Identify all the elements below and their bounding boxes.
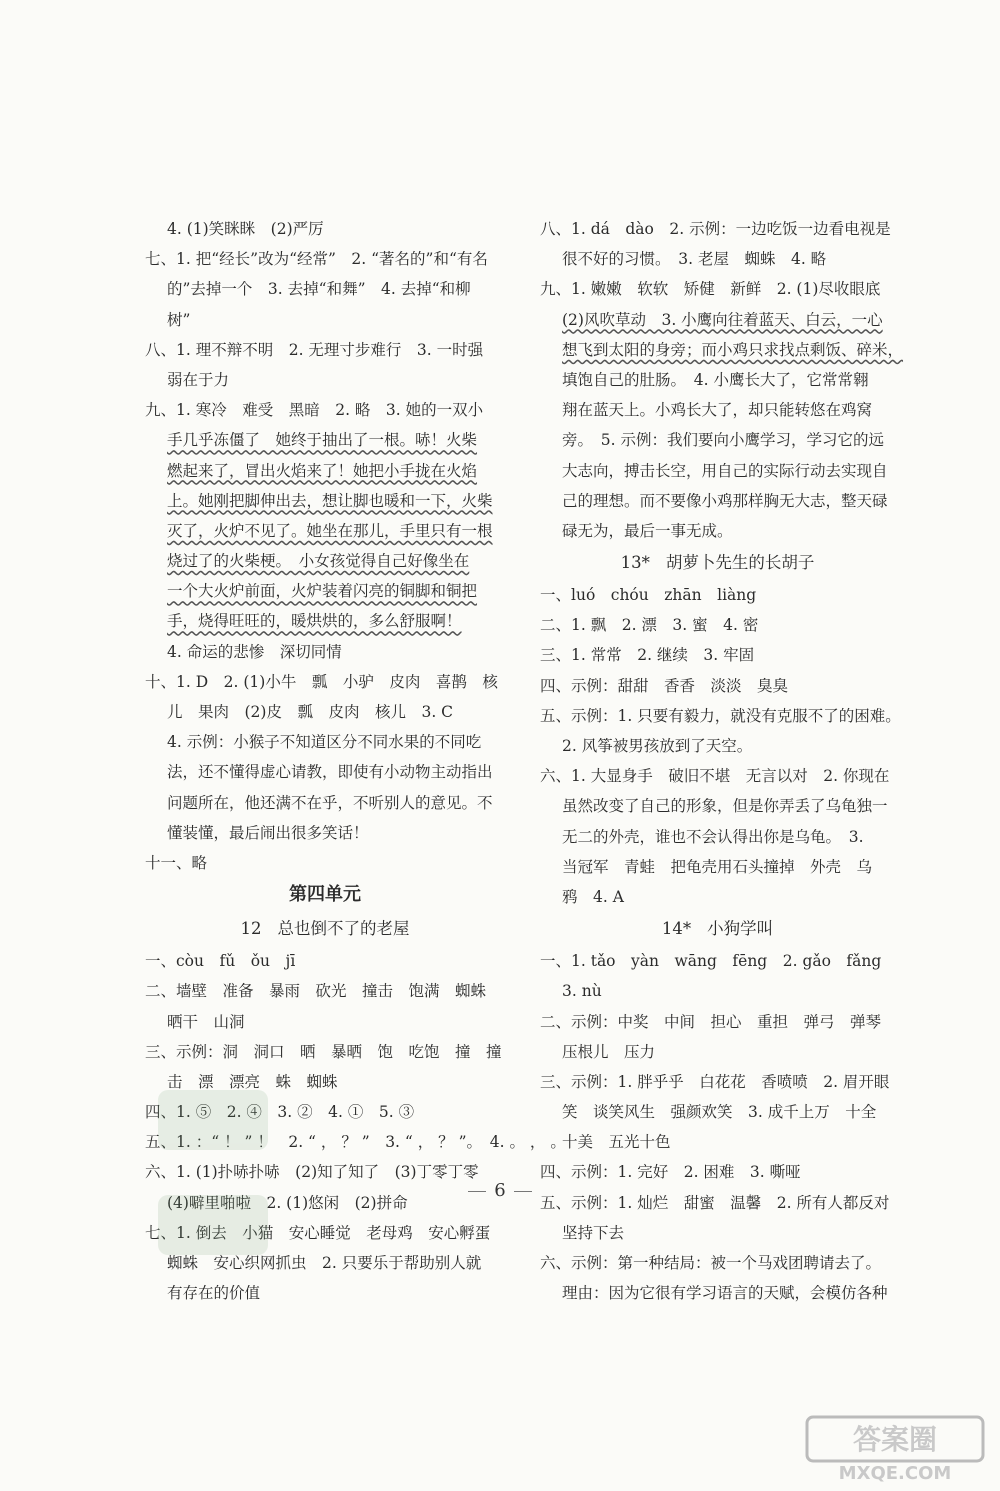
answer-line: 五、示例：1. 只要有毅力，就没有克服不了的困难。: [540, 706, 901, 725]
answer-line: 灭了，火炉不见了。她坐在那儿，手里只有一根: [167, 521, 493, 540]
lesson-number: 13*: [620, 553, 650, 573]
answer-line: 儿 果肉 (2)皮 瓢 皮肉 核儿 3. C: [167, 703, 454, 721]
answer-line: 压根儿 压力: [562, 1042, 656, 1061]
answer-line: 四、示例：甜甜 香香 淡淡 臭臭: [540, 676, 789, 695]
answer-line: 烧过了的火柴梗。 小女孩觉得自己好像坐在: [167, 552, 470, 571]
answer-line: 上。她刚把脚伸出去，想让脚也暖和一下，火柴: [167, 491, 493, 510]
answer-line: 手，烧得旺旺的，暖烘烘的，多么舒服啊！: [167, 612, 462, 631]
answer-line: 燃起来了，冒出火焰来了！她把小手拢在火焰: [167, 461, 478, 480]
answer-line: 一个大火炉前面，火炉装着闪亮的铜脚和铜把: [167, 582, 478, 601]
answer-line: 手几乎冻僵了 她终于抽出了一根。哧！火柴: [167, 431, 478, 450]
answer-line: 四、示例：1. 完好 2. 困难 3. 嘶哑: [540, 1163, 801, 1182]
answer-line: 鸦 4. A: [562, 887, 624, 906]
lesson-13-heading: [540, 546, 895, 580]
answer-line: 当冠军 青蛙 把龟壳用石头撞掉 外壳 乌: [562, 857, 873, 876]
answer-line: 笑 谈笑风生 强颜欢笑 3. 成千上万 十全: [562, 1103, 877, 1122]
answer-line: 坚持下去: [562, 1223, 625, 1242]
answer-line: 晒干 山洞: [167, 1012, 245, 1031]
answer-line: 一、1. tǎo yàn wāng fēng 2. gǎo fǎng: [540, 952, 882, 971]
answer-line: 理由：因为它很有学习语言的天赋，会模仿各种: [562, 1284, 888, 1303]
answer-line: 碌无为，最后一事无成。: [562, 521, 733, 540]
answer-line: (4)噼里啪啦 2. (1)悠闲 (2)拼命: [167, 1193, 408, 1212]
answer-line: 4. 命运的悲惨 深切同情: [167, 642, 342, 661]
svg-text:答案圈: 答案圈: [852, 1423, 938, 1456]
svg-text:MXQE.COM: MXQE.COM: [838, 1463, 952, 1484]
answer-line: 二、墙壁 准备 暴雨 砍光 撞击 饱满 蜘蛛: [145, 982, 487, 1001]
lesson-title: 胡萝卜先生的长胡子: [665, 553, 815, 573]
answer-line: 想飞到太阳的身旁；而小鸡只求找点剩饭、碎米，: [562, 340, 904, 359]
answer-line: 十美 五光十色: [562, 1133, 671, 1152]
answer-line: 七、1. 把“经长”改为“经常” 2. “著名的”和“有名: [145, 250, 488, 269]
answer-line: 九、1. 嫩嫩 软软 矫健 新鲜 2. (1)尽收眼底: [540, 280, 881, 299]
answer-line: 二、示例：中奖 中间 担心 重担 弹弓 弹琴: [540, 1012, 882, 1031]
answer-line: 很不好的习惯。 3. 老屋 蜘蛛 4. 略: [562, 250, 827, 269]
right-column: [540, 214, 904, 1308]
answer-line: 2. 风筝被男孩放到了天空。: [562, 737, 753, 755]
left-column: [145, 214, 566, 1308]
answer-line: 己的理想。而不要像小鸡那样胸无大志，整天碌: [562, 491, 888, 510]
answer-line: 五、示例：1. 灿烂 甜蜜 温馨 2. 所有人都反对: [540, 1193, 890, 1212]
answer-line: 六、1. 大显身手 破旧不堪 无言以对 2. 你现在: [540, 767, 890, 786]
answer-line: 填饱自己的肚肠。 4. 小鹰长大了，它常常翱: [562, 370, 869, 389]
answer-line: 无二的外壳，谁也不会认得出你是乌龟。 3.: [562, 827, 864, 846]
answer-line: 4. 示例：小猴子不知道区分不同水果的不同吃: [167, 733, 482, 752]
answer-line: 法，还不懂得虚心请教，即使有小动物主动指出: [167, 763, 493, 782]
answer-line: 五、1. ：“ ！ ” ！ 2. “ ， ？ ” 3. “ ， ？ ”。 4. 。 ， 。: [145, 1133, 566, 1152]
lesson-title: 小狗学叫: [707, 919, 774, 939]
answer-line: 九、1. 寒冷 难受 黑暗 2. 略 3. 她的一双小: [145, 401, 484, 420]
lesson-title: 总也倒不了的老屋: [277, 919, 410, 939]
answer-line: 蜘蛛 安心织网抓虫 2. 只要乐于帮助别人就: [167, 1254, 482, 1272]
answer-line: 问题所在，他还满不在乎，不听别人的意见。不: [167, 793, 493, 812]
answer-line: 一、còu fǔ ǒu jī: [145, 952, 296, 971]
answer-line: 树”: [167, 310, 191, 329]
answer-line: 六、示例：第一种结局：被一个马戏团聘请去了。: [540, 1254, 882, 1272]
answer-line: 旁。 5. 示例：我们要向小鹰学习，学习它的远: [562, 431, 884, 450]
lesson-12-heading: [145, 912, 505, 946]
lesson-number: 14*: [661, 919, 692, 939]
answer-line: 有存在的价值: [167, 1284, 261, 1303]
answer-line: (2)风吹草动 3. 小鹰向往着蓝天、白云，一心: [562, 310, 883, 329]
answer-line: 十、1. D 2. (1)小牛 瓢 小驴 皮肉 喜鹊 核: [145, 672, 498, 691]
answer-line: 六、1. (1)扑哧扑哧 (2)知了知了 (3)丁零丁零: [145, 1163, 479, 1182]
answer-line: 翔在蓝天上。小鸡长大了，却只能转悠在鸡窝: [562, 401, 873, 420]
lesson-number: 12: [240, 919, 262, 939]
answer-line: 三、示例：洞 洞口 晒 暴晒 饱 吃饱 撞 撞: [145, 1042, 502, 1061]
answer-line: 懂装懂，最后闹出很多笑话！: [167, 823, 369, 842]
answer-line: 七、1. 倒去 小猫 安心睡觉 老母鸡 安心孵蛋: [145, 1223, 491, 1242]
page-number: 6: [0, 1180, 1000, 1201]
answer-line: 八、1. 理不辩不明 2. 无理寸步难行 3. 一时强: [145, 340, 484, 359]
answer-line: 4. (1)笑眯眯 (2)严厉: [167, 220, 324, 238]
answer-line: 弱在于力: [167, 370, 230, 389]
answer-line: 一、luó chóu zhān liàng: [540, 586, 757, 605]
answer-line: 的”去掉一个 3. 去掉“和舞” 4. 去掉“和柳: [167, 280, 471, 299]
answer-line: 3. nù: [562, 982, 602, 1001]
answer-line: 大志向，搏击长空，用自己的实际行动去实现自: [562, 461, 888, 480]
answer-line: 八、1. dá dào 2. 示例：一边吃饭一边看电视是: [540, 220, 891, 238]
answer-line: 四、1. ⑤ 2. ④ 3. ② 4. ① 5. ③: [145, 1103, 415, 1122]
answer-line: 击 漂 漂亮 蛛 蜘蛛: [167, 1072, 338, 1091]
answer-line: 三、示例：1. 胖乎乎 白花花 香喷喷 2. 眉开眼: [540, 1072, 890, 1091]
lesson-14-heading: [540, 912, 895, 946]
answer-line: 三、1. 常常 2. 继续 3. 牢固: [540, 646, 755, 665]
unit-title: 第四单元: [289, 884, 361, 906]
answer-line: 二、1. 飘 2. 漂 3. 蜜 4. 密: [540, 616, 759, 635]
answer-line: 虽然改变了自己的形象，但是你弄丢了乌龟独一: [562, 797, 888, 816]
answer-line: 十一、略: [145, 853, 208, 872]
site-logo-watermark: [805, 1415, 985, 1485]
